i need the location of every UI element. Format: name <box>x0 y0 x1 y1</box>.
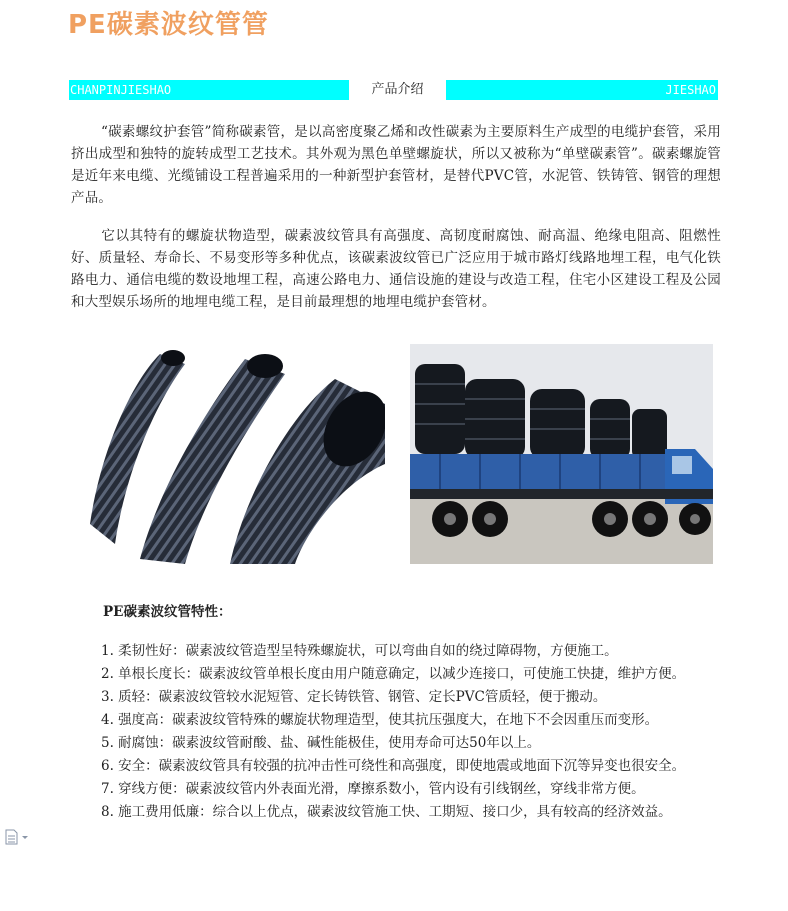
intro-paragraph-1 <box>71 121 721 209</box>
feature-text: 6. 安全：碳素波纹管具有较强的抗冲击性可绕性和高强度，即使地震或地面下沉等异变也很安全。 <box>101 758 686 774</box>
feature-text: 4. 强度高：碳素波纹管特殊的螺旋状物理造型，使其抗压强度大，在地下不会因重压而变形。 <box>101 712 659 728</box>
section-bar-left: CHANPINJIESHAO <box>69 80 349 100</box>
feature-text: 2. 单根长度长：碳素波纹管单根长度由用户随意确定，以减少连接口，可使施工快捷，维护方便。 <box>101 666 686 682</box>
list-item <box>71 686 721 708</box>
document-icon[interactable] <box>4 829 30 845</box>
truck-loaded-photo <box>410 344 713 564</box>
intro-paragraph-2-text: 它以其特有的螺旋状物造型，碳素波纹管具有高强度、高韧度耐腐蚀、耐高温、绝缘电阻高、阻燃性好、质量轻、寿命长、不易变形等多种优点，该碳素波纹管已广泛应用于城市路灯线路地埋工程，电气化铁路电力、通信电缆的数设地埋工程，高速公路电力、通信设施的建设与改造工程，住宅小区建设工程及公园和大型娱乐场所的地埋电缆工程，是目前最理想的地埋电缆护套管材。 <box>71 228 721 310</box>
list-item <box>71 778 721 800</box>
feature-text: 1. 柔韧性好：碳素波纹管造型呈特殊螺旋状，可以弯曲自如的绕过障碍物，方便施工。 <box>101 643 618 659</box>
page-title: PE碳素波纹管管 <box>68 10 269 40</box>
feature-text: 5. 耐腐蚀：碳素波纹管耐酸、盐、碱性能极佳，使用寿命可达50年以上。 <box>101 735 541 751</box>
feature-text: 3. 质轻：碳素波纹管较水泥短管、定长铸铁管、钢管、定长PVC管质轻，便于搬动。 <box>101 689 607 705</box>
intro-paragraph-2 <box>71 225 721 313</box>
features-title: PE碳素波纹管特性： <box>103 604 232 620</box>
section-bar-right: JIESHAO <box>446 80 718 100</box>
list-item <box>71 663 721 685</box>
list-item <box>71 755 721 777</box>
list-item <box>71 640 721 662</box>
list-item <box>71 801 721 823</box>
list-item <box>71 732 721 754</box>
section-bar-center: 产品介绍 <box>371 82 424 97</box>
features-list <box>71 640 721 824</box>
feature-text: 8. 施工费用低廉：综合以上优点，碳素波纹管施工快、工期短、接口少，具有较高的经济效益。 <box>101 804 672 820</box>
pipe-closeup-photo <box>70 344 385 564</box>
feature-text: 7. 穿线方便：碳素波纹管内外表面光滑，摩擦系数小，管内设有引线钢丝，穿线非常方便。 <box>101 781 645 797</box>
list-item <box>71 709 721 731</box>
intro-paragraph-1-text: “碳素螺纹护套管”简称碳素管，是以高密度聚乙烯和改性碳素为主要原料生产成型的电缆护套管，采用挤出成型和独特的旋转成型工艺技术。其外观为黑色单壁螺旋状，所以又被称为“单壁碳素管”。碳素螺旋管是近年来电缆、光缆铺设工程普遍采用的一种新型护套管材，是替代PVC管，水泥管、铁铸管、钢管的理想产品。 <box>71 124 721 206</box>
